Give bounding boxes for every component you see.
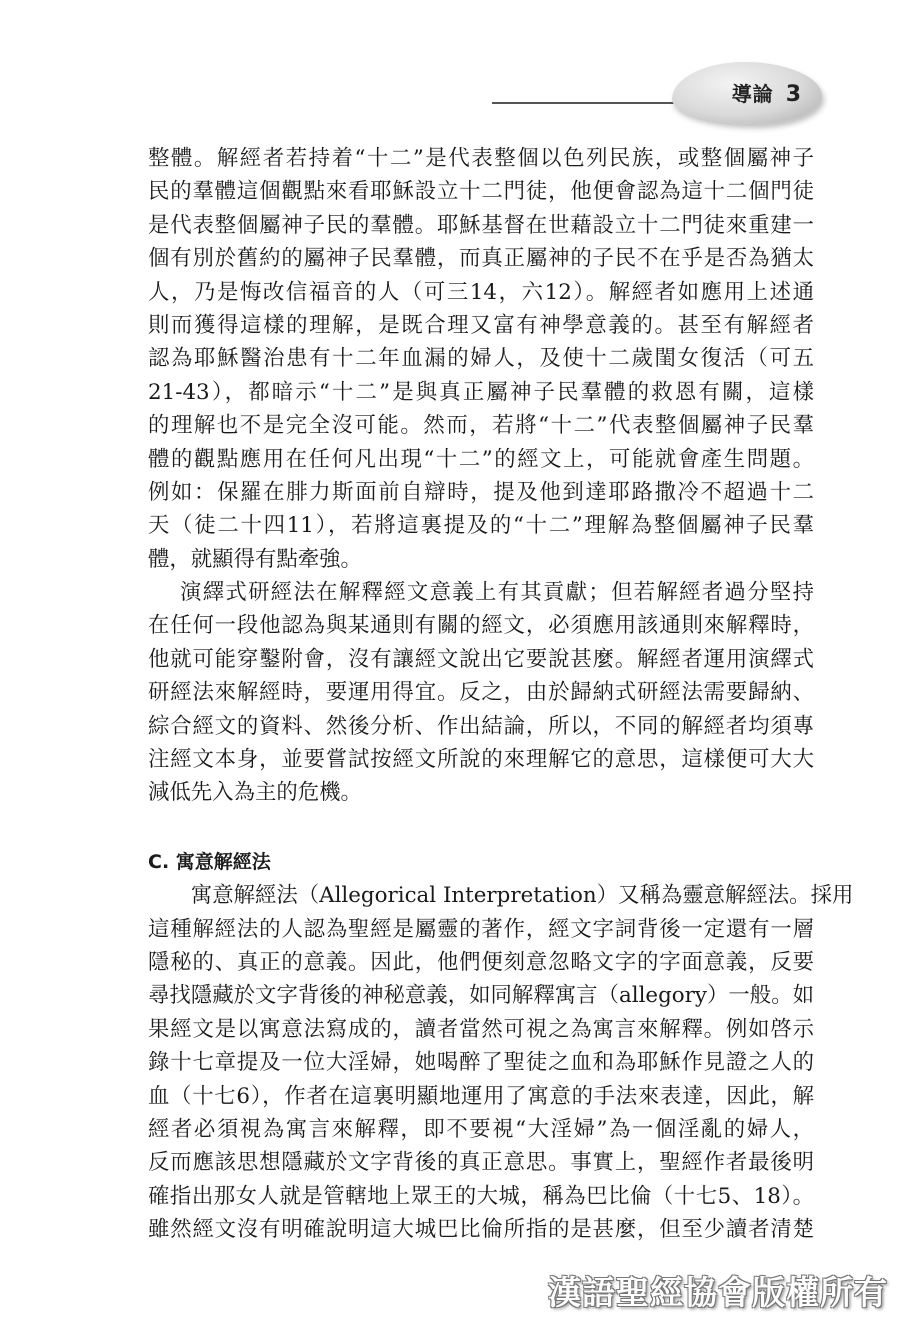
- text-line: 民的羣體這個觀點來看耶穌設立十二門徒，他便會認為這十二個門徒: [148, 179, 814, 205]
- text-line: 則而獲得這樣的理解，是既合理又富有神學意義的。甚至有解經者: [148, 312, 814, 338]
- page-number: 3: [785, 82, 802, 107]
- text-line: 錄十七章提及一位大淫婦，她喝醉了聖徒之血和為耶穌作見證之人的: [148, 1050, 814, 1076]
- chapter-title: 導論: [731, 82, 774, 106]
- text-line: 經者必須視為寓言來解釋，即不要視“大淫婦”為一個淫亂的婦人，: [148, 1116, 814, 1142]
- text-line: 研經法來解經時，要運用得宜。反之，由於歸納式研經法需要歸納、: [148, 680, 814, 706]
- text-line: 在任何一段他認為與某通則有關的經文，必須應用該通則來解釋時，: [148, 613, 814, 639]
- text-line: 血（十七6），作者在這裏明顯地運用了寓意的手法來表達，因此，解: [148, 1083, 814, 1109]
- text-line: 寓意解經法（Allegorical Interpretation）又稱為靈意解經法。採用: [190, 883, 854, 909]
- section-gap: [148, 810, 814, 846]
- text-line: 他就可能穿鑿附會，沒有讓經文說出它要說甚麼。解經者運用演繹式: [148, 646, 814, 672]
- running-header: [732, 78, 802, 107]
- text-line: 減低先入為主的危機。: [148, 780, 362, 806]
- text-line: 21-43），都暗示“十二”是與真正屬神子民羣體的救恩有關，這樣: [148, 379, 814, 405]
- text-line: 反而應該思想隱藏於文字背後的真正意思。事實上，聖經作者最後明: [148, 1150, 814, 1176]
- text-line: 尋找隱藏於文字背後的神秘意義，如同解釋寓言（allegory）一般。如: [148, 983, 814, 1009]
- text-line: 人，乃是悔改信福音的人（可三14，六12）。解經者如應用上述通: [148, 279, 814, 305]
- text-line: 天（徒二十四11），若將這裏提及的“十二”理解為整個屬神子民羣: [148, 513, 814, 539]
- text-line: 確指出那女人就是管轄地上眾王的大城，稱為巴比倫（十七5、18）。: [148, 1183, 814, 1209]
- paragraph-2: [180, 576, 814, 609]
- paragraph-2-body: [148, 609, 814, 809]
- text-line: 綜合經文的資料、然後分析、作出結論，所以，不同的解經者均須專: [148, 713, 814, 739]
- paragraph-1: [148, 142, 814, 576]
- text-line: 隱秘的、真正的意義。因此，他們便刻意忽略文字的字面意義，反要: [148, 949, 814, 975]
- section-heading: C. 寓意解經法: [148, 850, 271, 873]
- page-header: [492, 62, 822, 124]
- text-line: 整體。解經者若持着“十二”是代表整個以色列民族，或整個屬神子: [148, 146, 814, 171]
- text-line: 這種解經法的人認為聖經是屬靈的著作，經文字詞背後一定還有一層: [148, 916, 814, 942]
- page-body: [148, 142, 854, 1247]
- text-line: 果經文是以寓意法寫成的，讀者當然可視之為寓言來解釋。例如啓示: [148, 1016, 814, 1042]
- text-line: 是代表整個屬神子民的羣體。耶穌基督在世藉設立十二門徒來重建一: [148, 212, 814, 238]
- text-line: 的理解也不是完全沒可能。然而，若將“十二”代表整個屬神子民羣: [148, 413, 814, 439]
- text-line: 體的觀點應用在任何凡出現“十二”的經文上，可能就會產生問題。: [148, 446, 814, 472]
- copyright-watermark: 漢語聖經協會版權所有: [548, 1273, 888, 1312]
- paragraph-3: [148, 879, 854, 1246]
- text-line: 雖然經文沒有明確說明這大城巴比倫所指的是甚麼，但至少讀者清楚: [148, 1217, 814, 1243]
- text-line: 演繹式研經法在解釋經文意義上有其貢獻；但若解經者過分堅持: [180, 580, 814, 606]
- text-line: 例如：保羅在腓力斯面前自辯時，提及他到達耶路撒冷不超過十二: [148, 479, 814, 505]
- text-line: 認為耶穌醫治患有十二年血漏的婦人，及使十二歲閨女復活（可五: [148, 346, 814, 372]
- text-line: 注經文本身，並要嘗試按經文所說的來理解它的意思，這樣便可大大: [148, 747, 814, 773]
- text-line: 個有別於舊約的屬神子民羣體，而真正屬神的子民不在乎是否為猶太: [148, 246, 814, 272]
- text-line: 體，就顯得有點牽強。: [148, 546, 362, 572]
